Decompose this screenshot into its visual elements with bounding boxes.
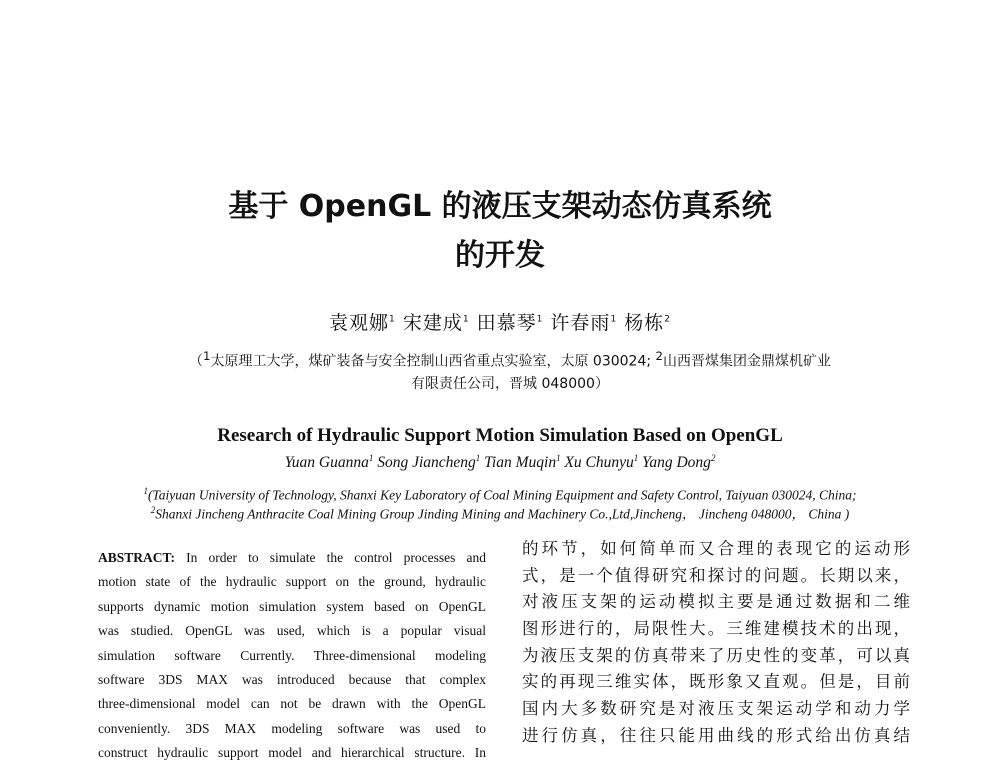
author-cn: 许春雨$^1$: [550, 312, 618, 335]
affiliation-chinese-line-1: （$^1$太原理工大学，煤矿装备与安全控制山西省重点实验室，太原 030024; $^2$山西晋煤集团金鼎煤机矿业: [189, 349, 831, 370]
body-line: 对液压支架的运动模拟主要是通过数据和二维: [522, 592, 910, 612]
abstract-line: construct hydraulic support model and hierarchical structure. In: [98, 745, 486, 761]
body-line: 实的再现三维实体，既形象又直观。但是，目前: [522, 672, 910, 692]
body-line: 图形进行的，局限性大。三维建模技术的出现，: [522, 619, 910, 639]
abstract-line: motion state of the hydraulic support on the ground, hydraulic: [98, 574, 486, 590]
abstract-line: simulation software Currently. Three-dimensional modeling: [98, 647, 486, 663]
body-line: 进行仿真，往往只能用曲线的形式给出仿真结: [522, 725, 910, 745]
body-line: 为液压支架的仿真带来了历史性的变革，可以真: [522, 645, 910, 665]
paper-title-line-2: 的开发: [455, 238, 545, 273]
abstract-label: ABSTRACT:: [98, 550, 176, 565]
author-cn: 袁观娜$^1$: [329, 312, 396, 335]
abstract-line: conveniently. 3DS MAX modeling software was used to: [98, 720, 486, 736]
affiliation-english-line-1: $^1$(Taiyuan University of Technology, Shanxi Key Laboratory of Coal Mining Equipment and Safety Control, Taiyuan 030024, China;: [143, 486, 857, 503]
body-text-chinese: [522, 536, 910, 750]
abstract-line: three-dimensional model can not be drawn with the OpenGL: [98, 696, 486, 712]
body-line: 国内大多数研究是对液压支架运动学和动力学: [522, 699, 910, 719]
author-cn: 宋建成$^1$: [402, 312, 470, 335]
paper-title-line-1: 基于 OpenGL 的液压支架动态仿真系统: [228, 189, 772, 224]
author-en: Song Jiancheng$^1$: [377, 453, 481, 472]
affiliation-chinese-line-2: 有限责任公司，晋城 048000）: [411, 376, 609, 392]
author-en: Tian Muqin$^1$: [484, 453, 561, 472]
author-en: Yuan Guanna$^1$: [284, 453, 374, 472]
affiliation-english-line-2: $^2$Shanxi Jincheng Anthracite Coal Mining Group Jinding Mining and Machinery Co.,Ltd,Jincheng， Jincheng 048000， China ): [150, 505, 850, 522]
body-line: 式，是一个值得研究和探讨的问题。长期以来，: [522, 565, 910, 585]
authors-english: [0, 453, 1000, 472]
abstract-line: supports dynamic motion simulation system based on OpenGL: [98, 598, 486, 614]
abstract-line: ABSTRACT: In order to simulate the control processes and: [98, 550, 486, 565]
abstract-line: software 3DS MAX was introduced because that complex: [98, 671, 486, 687]
english-title: Research of Hydraulic Support Motion Simulation Based on OpenGL: [217, 425, 783, 446]
body-line: 的环节，如何简单而又合理的表现它的运动形: [522, 539, 910, 558]
author-en: Yang Dong$^2$: [642, 453, 716, 472]
abstract-line: was studied. OpenGL was used, which is a popular visual: [98, 623, 486, 639]
author-cn: 杨栋$^2$: [624, 312, 671, 335]
author-en: Xu Chunyu$^1$: [564, 453, 639, 472]
abstract-english: [98, 546, 486, 766]
author-cn: 田慕琴$^1$: [476, 312, 544, 335]
authors-chinese: [0, 306, 1000, 337]
